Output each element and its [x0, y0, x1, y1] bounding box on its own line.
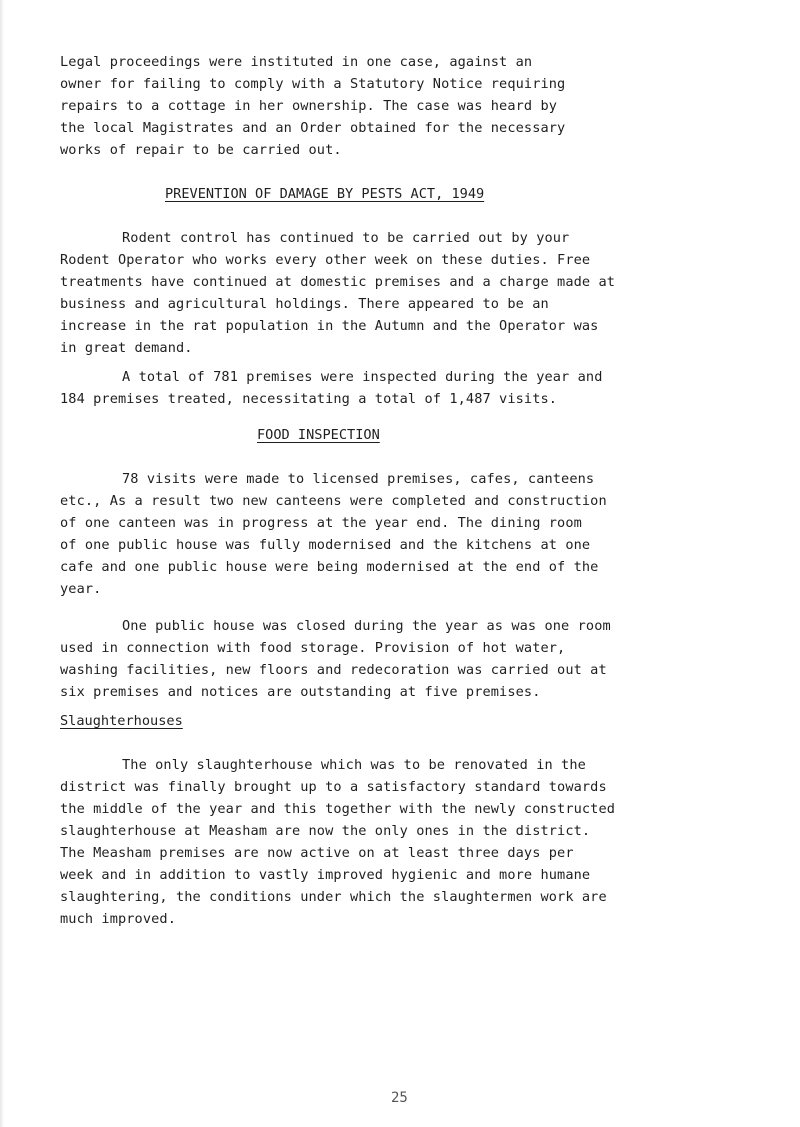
text-line: Legal proceedings were instituted in one case, against an: [60, 54, 533, 70]
text-line: 184 premises treated, necessitating a total of 1,487 visits.: [60, 391, 558, 407]
pests-act-heading: PREVENTION OF DAMAGE BY PESTS ACT, 1949: [165, 186, 485, 202]
text-line: increase in the rat population in the Autumn and the Operator was: [60, 318, 599, 334]
text-line: washing facilities, new floors and redecoration was carried out at: [60, 662, 607, 678]
text-line: district was finally brought up to a satisfactory standard towards: [60, 779, 607, 795]
text-line: One public house was closed during the year as was one room: [122, 618, 611, 634]
text-line: etc., As a result two new canteens were completed and construction: [60, 493, 607, 509]
text-line: The Measham premises are now active on at least three days per: [60, 845, 574, 861]
text-line: treatments have continued at domestic premises and a charge made at: [60, 274, 616, 290]
rodent-control-paragraph: [60, 227, 760, 359]
text-line: used in connection with food storage. Provision of hot water,: [60, 640, 566, 656]
page-number: 25: [391, 1090, 408, 1106]
text-line: A total of 781 premises were inspected during the year and: [122, 369, 603, 385]
text-line: of one canteen was in progress at the year end. The dining room: [60, 515, 582, 531]
text-line: the middle of the year and this together with the newly constructed: [60, 801, 616, 817]
text-line: of one public house was fully modernised and the kitchens at one: [60, 537, 591, 553]
text-line: the local Magistrates and an Order obtained for the necessary: [60, 120, 566, 136]
text-line: year.: [60, 581, 102, 597]
page-edge-shadow: [0, 0, 4, 1127]
text-line: 78 visits were made to licensed premises, cafes, canteens: [122, 471, 595, 487]
public-house-paragraph: [60, 615, 760, 703]
text-line: works of repair to be carried out.: [60, 142, 342, 158]
text-line: The only slaughterhouse which was to be renovated in the: [122, 757, 586, 773]
text-line: six premises and notices are outstanding at five premises.: [60, 684, 541, 700]
slaughterhouses-heading: Slaughterhouses: [60, 713, 183, 729]
text-line: cafe and one public house were being modernised at the end of the: [60, 559, 599, 575]
food-inspection-heading: FOOD INSPECTION: [257, 427, 380, 443]
legal-proceedings-paragraph: [60, 51, 760, 161]
text-line: Rodent Operator who works every other week on these duties. Free: [60, 252, 591, 268]
text-line: slaughtering, the conditions under which the slaughtermen work are: [60, 889, 607, 905]
text-line: business and agricultural holdings. There appeared to be an: [60, 296, 549, 312]
text-line: much improved.: [60, 911, 176, 927]
premises-inspected-paragraph: [60, 366, 760, 410]
text-line: slaughterhouse at Measham are now the only ones in the district.: [60, 823, 591, 839]
text-line: Rodent control has continued to be carried out by your: [122, 230, 570, 246]
licensed-premises-paragraph: [60, 468, 760, 600]
text-line: in great demand.: [60, 340, 193, 356]
text-line: week and in addition to vastly improved hygienic and more humane: [60, 867, 591, 883]
text-line: owner for failing to comply with a Statutory Notice requiring: [60, 76, 566, 92]
slaughterhouse-paragraph: [60, 754, 760, 930]
text-line: repairs to a cottage in her ownership. The case was heard by: [60, 98, 558, 114]
